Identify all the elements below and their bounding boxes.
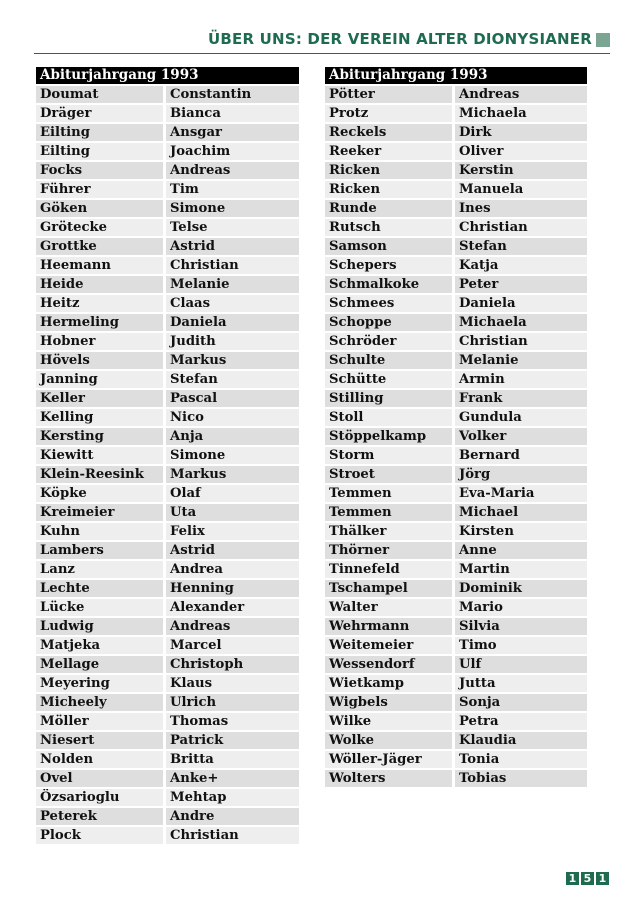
last-name-cell: Ricken <box>325 181 452 198</box>
last-name-cell: Weitemeier <box>325 637 452 654</box>
last-name-cell: Niesert <box>36 732 163 749</box>
first-name-cell: Gundula <box>455 409 587 426</box>
table-row <box>36 751 299 768</box>
table-row <box>325 352 587 369</box>
last-name-cell: Eilting <box>36 124 163 141</box>
first-name-cell: Kirsten <box>455 523 587 540</box>
header-square-decoration <box>596 33 610 47</box>
last-name-cell: Özsarioglu <box>36 789 163 806</box>
table-row <box>325 238 587 255</box>
table-row <box>36 428 299 445</box>
first-name-cell: Markus <box>166 352 299 369</box>
first-name-cell: Jutta <box>455 675 587 692</box>
last-name-cell: Pötter <box>325 86 452 103</box>
first-name-cell: Anke+ <box>166 770 299 787</box>
last-name-cell: Wolke <box>325 732 452 749</box>
first-name-cell: Tobias <box>455 770 587 787</box>
table-row <box>325 637 587 654</box>
last-name-cell: Kreimeier <box>36 504 163 521</box>
first-name-cell: Ulrich <box>166 694 299 711</box>
table-row <box>36 333 299 350</box>
first-name-cell: Melanie <box>455 352 587 369</box>
first-name-cell: Kerstin <box>455 162 587 179</box>
table-row <box>36 352 299 369</box>
first-name-cell: Christoph <box>166 656 299 673</box>
first-name-cell: Mario <box>455 599 587 616</box>
first-name-cell: Simone <box>166 447 299 464</box>
first-name-cell: Christian <box>455 333 587 350</box>
table-row <box>325 314 587 331</box>
last-name-cell: Schröder <box>325 333 452 350</box>
first-name-cell: Michael <box>455 504 587 521</box>
table-row <box>36 238 299 255</box>
table-row <box>325 504 587 521</box>
last-name-cell: Lanz <box>36 561 163 578</box>
table-row <box>36 143 299 160</box>
last-name-cell: Grottke <box>36 238 163 255</box>
first-name-cell: Mehtap <box>166 789 299 806</box>
last-name-cell: Samson <box>325 238 452 255</box>
table-row <box>36 314 299 331</box>
table-row <box>36 808 299 825</box>
table-row <box>325 124 587 141</box>
last-name-cell: Köpke <box>36 485 163 502</box>
first-name-cell: Henning <box>166 580 299 597</box>
last-name-cell: Heitz <box>36 295 163 312</box>
first-name-cell: Dominik <box>455 580 587 597</box>
table-row <box>325 732 587 749</box>
table-row <box>36 656 299 673</box>
table-row <box>325 580 587 597</box>
first-name-cell: Olaf <box>166 485 299 502</box>
first-name-cell: Petra <box>455 713 587 730</box>
first-name-cell: Thomas <box>166 713 299 730</box>
last-name-cell: Wietkamp <box>325 675 452 692</box>
table-row <box>36 694 299 711</box>
first-name-cell: Timo <box>455 637 587 654</box>
table-row <box>36 523 299 540</box>
last-name-cell: Möller <box>36 713 163 730</box>
first-name-cell: Dirk <box>455 124 587 141</box>
table-row <box>325 276 587 293</box>
table-row <box>36 390 299 407</box>
last-name-cell: Schütte <box>325 371 452 388</box>
last-name-cell: Klein-Reesink <box>36 466 163 483</box>
table-row <box>325 181 587 198</box>
table-row <box>36 371 299 388</box>
table-row <box>36 504 299 521</box>
last-name-cell: Führer <box>36 181 163 198</box>
table-row <box>325 770 587 787</box>
first-name-cell: Felix <box>166 523 299 540</box>
last-name-cell: Hermeling <box>36 314 163 331</box>
first-name-cell: Bianca <box>166 105 299 122</box>
last-name-cell: Hövels <box>36 352 163 369</box>
table-row <box>36 789 299 806</box>
table-row <box>36 580 299 597</box>
first-name-cell: Tonia <box>455 751 587 768</box>
table-row <box>325 257 587 274</box>
first-name-cell: Astrid <box>166 238 299 255</box>
table-row <box>325 542 587 559</box>
last-name-cell: Wessendorf <box>325 656 452 673</box>
first-name-cell: Alexander <box>166 599 299 616</box>
table-row <box>325 485 587 502</box>
last-name-cell: Thälker <box>325 523 452 540</box>
last-name-cell: Runde <box>325 200 452 217</box>
last-name-cell: Kelling <box>36 409 163 426</box>
table-row <box>325 428 587 445</box>
first-name-cell: Andre <box>166 808 299 825</box>
table-row <box>325 751 587 768</box>
first-name-cell: Telse <box>166 219 299 236</box>
first-name-cell: Astrid <box>166 542 299 559</box>
last-name-cell: Schulte <box>325 352 452 369</box>
last-name-cell: Göken <box>36 200 163 217</box>
first-name-cell: Pascal <box>166 390 299 407</box>
table-row <box>36 181 299 198</box>
last-name-cell: Thörner <box>325 542 452 559</box>
last-name-cell: Schmalkoke <box>325 276 452 293</box>
last-name-cell: Heide <box>36 276 163 293</box>
last-name-cell: Protz <box>325 105 452 122</box>
table-row <box>36 542 299 559</box>
last-name-cell: Stoll <box>325 409 452 426</box>
table-row <box>325 409 587 426</box>
table-row <box>325 599 587 616</box>
last-name-cell: Grötecke <box>36 219 163 236</box>
table-row <box>36 675 299 692</box>
first-name-cell: Ines <box>455 200 587 217</box>
last-name-cell: Stilling <box>325 390 452 407</box>
left-table-title: Abiturjahrgang 1993 <box>36 67 299 84</box>
table-row <box>325 219 587 236</box>
first-name-cell: Marcel <box>166 637 299 654</box>
first-name-cell: Nico <box>166 409 299 426</box>
first-name-cell: Simone <box>166 200 299 217</box>
first-name-cell: Uta <box>166 504 299 521</box>
first-name-cell: Stefan <box>455 238 587 255</box>
table-row <box>325 656 587 673</box>
first-name-cell: Ulf <box>455 656 587 673</box>
last-name-cell: Lambers <box>36 542 163 559</box>
table-row <box>325 86 587 103</box>
last-name-cell: Kiewitt <box>36 447 163 464</box>
first-name-cell: Andreas <box>455 86 587 103</box>
page-header-title: ÜBER UNS: DER VEREIN ALTER DIONYSIANER <box>208 30 592 48</box>
first-name-cell: Christian <box>455 219 587 236</box>
table-row <box>325 713 587 730</box>
table-row <box>36 105 299 122</box>
table-row <box>325 694 587 711</box>
last-name-cell: Stroet <box>325 466 452 483</box>
first-name-cell: Anne <box>455 542 587 559</box>
left-name-table <box>36 67 299 844</box>
page-number-digit: 5 <box>581 872 594 885</box>
first-name-cell: Martin <box>455 561 587 578</box>
last-name-cell: Wilke <box>325 713 452 730</box>
first-name-cell: Volker <box>455 428 587 445</box>
table-row <box>325 618 587 635</box>
first-name-cell: Jörg <box>455 466 587 483</box>
first-name-cell: Christian <box>166 827 299 844</box>
first-name-cell: Daniela <box>166 314 299 331</box>
table-row <box>36 257 299 274</box>
first-name-cell: Sonja <box>455 694 587 711</box>
first-name-cell: Oliver <box>455 143 587 160</box>
table-row <box>36 827 299 844</box>
first-name-cell: Andrea <box>166 561 299 578</box>
last-name-cell: Dräger <box>36 105 163 122</box>
last-name-cell: Wöller-Jäger <box>325 751 452 768</box>
table-row <box>36 219 299 236</box>
first-name-cell: Patrick <box>166 732 299 749</box>
last-name-cell: Storm <box>325 447 452 464</box>
first-name-cell: Silvia <box>455 618 587 635</box>
table-row <box>36 276 299 293</box>
table-row <box>36 466 299 483</box>
first-name-cell: Michaela <box>455 314 587 331</box>
first-name-cell: Eva-Maria <box>455 485 587 502</box>
table-row <box>36 447 299 464</box>
table-row <box>325 200 587 217</box>
first-name-cell: Klaudia <box>455 732 587 749</box>
last-name-cell: Focks <box>36 162 163 179</box>
last-name-cell: Walter <box>325 599 452 616</box>
first-name-cell: Claas <box>166 295 299 312</box>
page-number <box>566 872 609 885</box>
first-name-cell: Melanie <box>166 276 299 293</box>
last-name-cell: Hobner <box>36 333 163 350</box>
table-row <box>325 105 587 122</box>
table-row <box>36 200 299 217</box>
table-row <box>36 732 299 749</box>
page-number-digit: 1 <box>566 872 579 885</box>
table-row <box>36 86 299 103</box>
table-row <box>36 124 299 141</box>
table-row <box>325 143 587 160</box>
last-name-cell: Tschampel <box>325 580 452 597</box>
last-name-cell: Nolden <box>36 751 163 768</box>
last-name-cell: Matjeka <box>36 637 163 654</box>
first-name-cell: Tim <box>166 181 299 198</box>
first-name-cell: Peter <box>455 276 587 293</box>
last-name-cell: Peterek <box>36 808 163 825</box>
last-name-cell: Kuhn <box>36 523 163 540</box>
first-name-cell: Anja <box>166 428 299 445</box>
table-row <box>36 637 299 654</box>
table-row <box>325 523 587 540</box>
first-name-cell: Daniela <box>455 295 587 312</box>
first-name-cell: Stefan <box>166 371 299 388</box>
table-row <box>325 561 587 578</box>
right-name-table <box>325 67 587 787</box>
last-name-cell: Mellage <box>36 656 163 673</box>
last-name-cell: Janning <box>36 371 163 388</box>
table-row <box>325 390 587 407</box>
first-name-cell: Ansgar <box>166 124 299 141</box>
right-table-title: Abiturjahrgang 1993 <box>325 67 587 84</box>
last-name-cell: Schmees <box>325 295 452 312</box>
first-name-cell: Manuela <box>455 181 587 198</box>
last-name-cell: Tinnefeld <box>325 561 452 578</box>
last-name-cell: Temmen <box>325 485 452 502</box>
table-row <box>36 295 299 312</box>
first-name-cell: Markus <box>166 466 299 483</box>
table-row <box>325 371 587 388</box>
last-name-cell: Meyering <box>36 675 163 692</box>
first-name-cell: Frank <box>455 390 587 407</box>
last-name-cell: Heemann <box>36 257 163 274</box>
first-name-cell: Klaus <box>166 675 299 692</box>
last-name-cell: Micheely <box>36 694 163 711</box>
table-row <box>36 162 299 179</box>
table-row <box>325 162 587 179</box>
last-name-cell: Ludwig <box>36 618 163 635</box>
last-name-cell: Temmen <box>325 504 452 521</box>
first-name-cell: Judith <box>166 333 299 350</box>
table-row <box>36 770 299 787</box>
table-row <box>36 409 299 426</box>
first-name-cell: Joachim <box>166 143 299 160</box>
first-name-cell: Constantin <box>166 86 299 103</box>
header-rule <box>34 53 610 54</box>
table-row <box>36 618 299 635</box>
table-row <box>325 447 587 464</box>
last-name-cell: Rutsch <box>325 219 452 236</box>
last-name-cell: Wolters <box>325 770 452 787</box>
last-name-cell: Lechte <box>36 580 163 597</box>
first-name-cell: Armin <box>455 371 587 388</box>
table-row <box>325 675 587 692</box>
last-name-cell: Eilting <box>36 143 163 160</box>
first-name-cell: Michaela <box>455 105 587 122</box>
table-row <box>36 485 299 502</box>
first-name-cell: Andreas <box>166 618 299 635</box>
table-row <box>325 466 587 483</box>
last-name-cell: Kersting <box>36 428 163 445</box>
last-name-cell: Schepers <box>325 257 452 274</box>
first-name-cell: Britta <box>166 751 299 768</box>
table-row <box>36 561 299 578</box>
last-name-cell: Stöppelkamp <box>325 428 452 445</box>
last-name-cell: Reckels <box>325 124 452 141</box>
last-name-cell: Ricken <box>325 162 452 179</box>
last-name-cell: Wehrmann <box>325 618 452 635</box>
first-name-cell: Katja <box>455 257 587 274</box>
first-name-cell: Christian <box>166 257 299 274</box>
last-name-cell: Ovel <box>36 770 163 787</box>
last-name-cell: Plock <box>36 827 163 844</box>
last-name-cell: Doumat <box>36 86 163 103</box>
first-name-cell: Andreas <box>166 162 299 179</box>
last-name-cell: Schoppe <box>325 314 452 331</box>
last-name-cell: Keller <box>36 390 163 407</box>
last-name-cell: Reeker <box>325 143 452 160</box>
table-row <box>36 713 299 730</box>
table-row <box>36 599 299 616</box>
table-row <box>325 333 587 350</box>
first-name-cell: Bernard <box>455 447 587 464</box>
last-name-cell: Wigbels <box>325 694 452 711</box>
table-row <box>325 295 587 312</box>
page-number-digit: 1 <box>596 872 609 885</box>
last-name-cell: Lücke <box>36 599 163 616</box>
